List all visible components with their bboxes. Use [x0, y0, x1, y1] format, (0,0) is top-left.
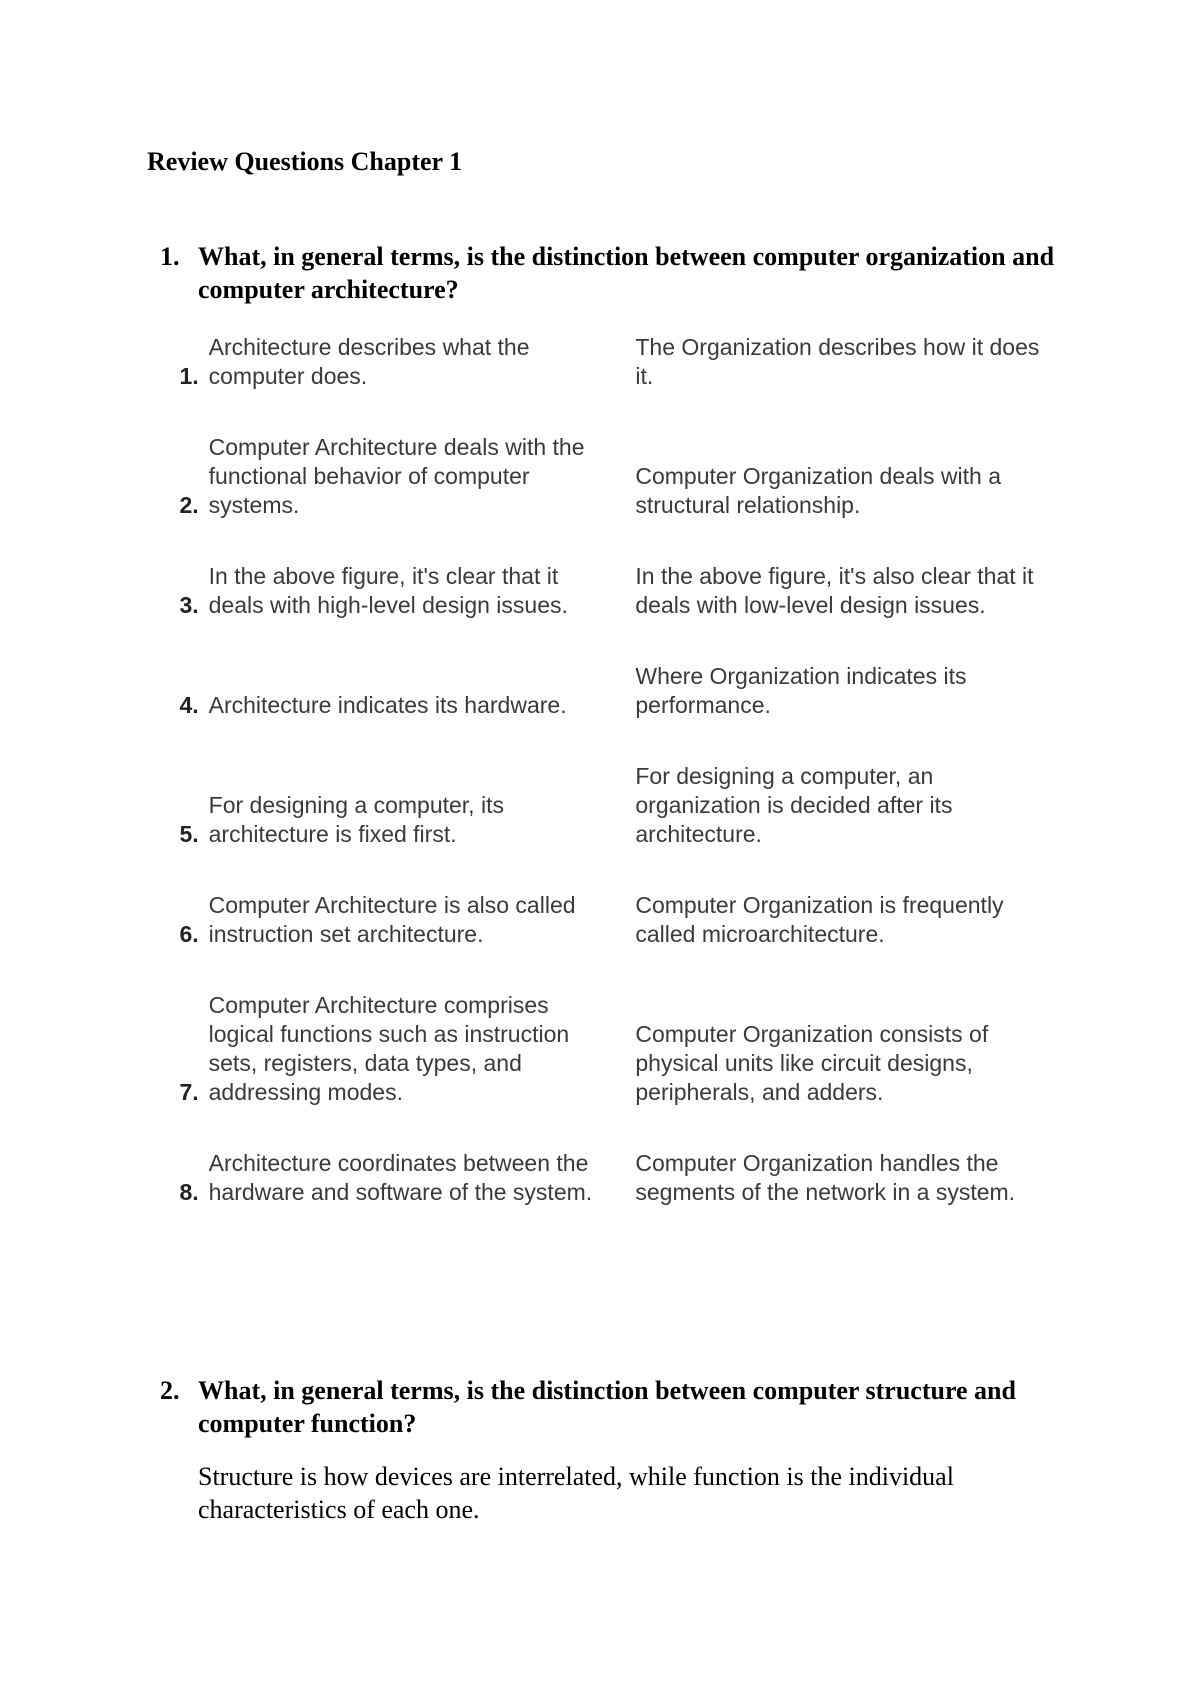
table-row — [150, 562, 1050, 620]
row-spacer — [150, 391, 1050, 433]
organization-cell: For designing a computer, an organization is decided after its architecture. — [635, 763, 953, 847]
table-row — [150, 762, 1050, 849]
architecture-cell: Architecture describes what the computer does. — [208, 334, 530, 389]
architecture-cell: Architecture coordinates between the hardware and software of the system. — [208, 1150, 593, 1205]
organization-cell: Computer Organization consists of physical units like circuit designs, peripherals, and adders. — [635, 1021, 989, 1105]
architecture-cell: Computer Architecture is also called instruction set architecture. — [208, 892, 576, 947]
table-row — [150, 991, 1050, 1107]
row-number: 2. — [179, 492, 199, 518]
table-row — [150, 333, 1050, 391]
row-number: 1. — [179, 363, 199, 389]
table-row — [150, 1149, 1050, 1207]
question-text: What, in general terms, is the distinction between computer structure and computer function? — [198, 1376, 1016, 1438]
architecture-cell: In the above figure, it's clear that it deals with high-level design issues. — [208, 563, 568, 618]
organization-cell: Computer Organization is frequently called microarchitecture. — [635, 892, 1004, 947]
row-number: 4. — [179, 692, 199, 718]
architecture-cell: For designing a computer, its architecture is fixed first. — [208, 792, 504, 847]
row-number: 6. — [179, 921, 199, 947]
architecture-cell: Computer Architecture deals with the functional behavior of computer systems. — [208, 434, 585, 518]
architecture-cell: Architecture indicates its hardware. — [208, 692, 567, 718]
page-title: Review Questions Chapter 1 — [147, 147, 463, 176]
answer-text: Structure is how devices are interrelated, while function is the individual characteristics of each one. — [198, 1462, 954, 1524]
table-row — [150, 891, 1050, 949]
table-row — [150, 662, 1050, 720]
row-number: 3. — [179, 592, 199, 618]
architecture-cell: Computer Architecture comprises logical functions such as instruction sets, registers, data types, and addressing modes. — [208, 992, 570, 1105]
row-spacer — [150, 849, 1050, 891]
question-1 — [160, 240, 1060, 306]
organization-cell: The Organization describes how it does it. — [635, 334, 1040, 389]
question-2 — [160, 1374, 1060, 1440]
organization-cell: In the above figure, it's also clear that it deals with low-level design issues. — [635, 563, 1034, 618]
question-text: What, in general terms, is the distinction between computer organization and computer architecture? — [198, 242, 1055, 304]
row-spacer — [150, 949, 1050, 991]
table-row — [150, 433, 1050, 520]
organization-cell: Where Organization indicates its performance. — [635, 663, 967, 718]
question-number: 2. — [160, 1376, 180, 1405]
row-number: 7. — [179, 1079, 199, 1105]
row-spacer — [150, 620, 1050, 662]
row-spacer — [150, 520, 1050, 562]
row-spacer — [150, 1107, 1050, 1149]
row-number: 5. — [179, 821, 199, 847]
question-number: 1. — [160, 242, 180, 271]
comparison-table — [150, 333, 1050, 1207]
organization-cell: Computer Organization deals with a structural relationship. — [635, 463, 1002, 518]
row-spacer — [150, 720, 1050, 762]
row-number: 8. — [179, 1179, 199, 1205]
organization-cell: Computer Organization handles the segments of the network in a system. — [635, 1150, 1016, 1205]
